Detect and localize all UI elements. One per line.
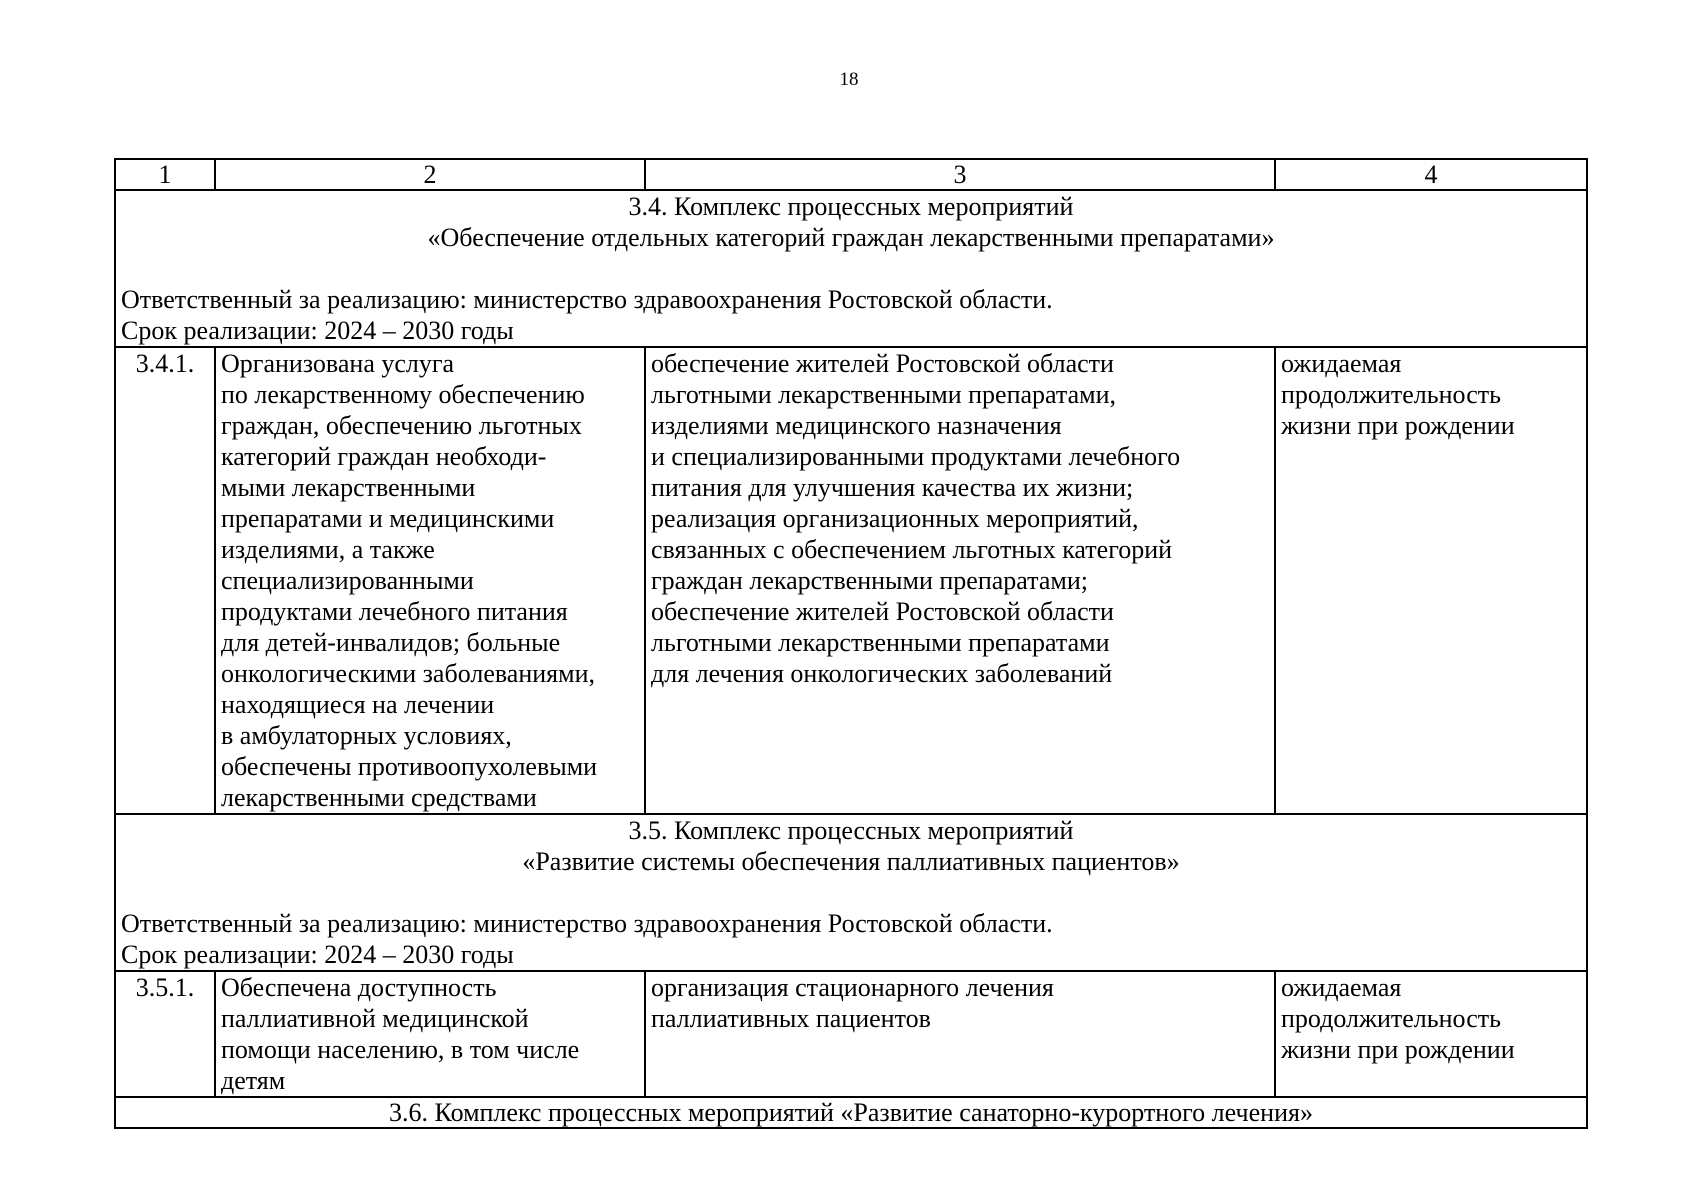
section-header-row <box>115 814 1587 971</box>
column-number-2: 2 <box>215 159 645 190</box>
section-responsible: Ответственный за реализацию: министерство здравоохранения Ростовской области. <box>121 285 1053 314</box>
row-description: организация стационарного лечения паллиативных пациентов <box>645 971 1275 1097</box>
row-number: 3.4.1. <box>115 347 215 814</box>
table-row <box>115 347 1587 814</box>
column-number-4: 4 <box>1275 159 1587 190</box>
measures-table <box>114 158 1588 1129</box>
section-name: «Развитие системы обеспечения паллиативных пациентов» <box>522 847 1180 876</box>
section-responsible: Ответственный за реализацию: министерство здравоохранения Ростовской области. <box>121 909 1053 938</box>
section-name: «Обеспечение отдельных категорий граждан лекарственными препаратами» <box>427 223 1275 252</box>
row-task: Организована услуга по лекарственному обеспечению граждан, обеспечению льготных категорий граждан необходи- мыми лекарственными препаратами и медицинскими изделиями, а также специализированными продуктами лечебного питания для детей-инвалидов; больные онкологическими заболеваниями, находящиеся на лечении в амбулаторных условиях, обеспечены противоопухолевыми лекарственными средствами <box>215 347 645 814</box>
section-title: 3.4. Комплекс процессных мероприятий <box>628 192 1074 221</box>
row-indicator: ожидаемая продолжительность жизни при рождении <box>1275 971 1587 1097</box>
section-title: 3.5. Комплекс процессных мероприятий <box>628 816 1074 845</box>
table-row <box>115 971 1587 1097</box>
section-header-3-6: 3.6. Комплекс процессных мероприятий «Развитие санаторно-курортного лечения» <box>115 1097 1587 1128</box>
section-header-3-4 <box>115 190 1587 347</box>
section-header-3-5 <box>115 814 1587 971</box>
section-period: Срок реализации: 2024 – 2030 годы <box>121 940 514 969</box>
column-number-1: 1 <box>115 159 215 190</box>
page-number: 18 <box>839 69 859 90</box>
row-description: обеспечение жителей Ростовской области льготными лекарственными препаратами, изделиями медицинского назначения и специализированными продуктами лечебного питания для улучшения качества их жизни; реализация организационных мероприятий, связанных с обеспечением льготных категорий граждан лекарственными препаратами; обеспечение жителей Ростовской области льготными лекарственными препаратами для лечения онкологических заболеваний <box>645 347 1275 814</box>
section-header-row <box>115 190 1587 347</box>
row-task: Обеспечена доступность паллиативной медицинской помощи населению, в том числе детям <box>215 971 645 1097</box>
section-period: Срок реализации: 2024 – 2030 годы <box>121 316 514 345</box>
section-spacer <box>121 877 1581 908</box>
table-header-row <box>115 159 1587 190</box>
column-number-3: 3 <box>645 159 1275 190</box>
section-spacer <box>121 253 1581 284</box>
row-indicator: ожидаемая продолжительность жизни при рождении <box>1275 347 1587 814</box>
row-number: 3.5.1. <box>115 971 215 1097</box>
section-header-row <box>115 1097 1587 1128</box>
